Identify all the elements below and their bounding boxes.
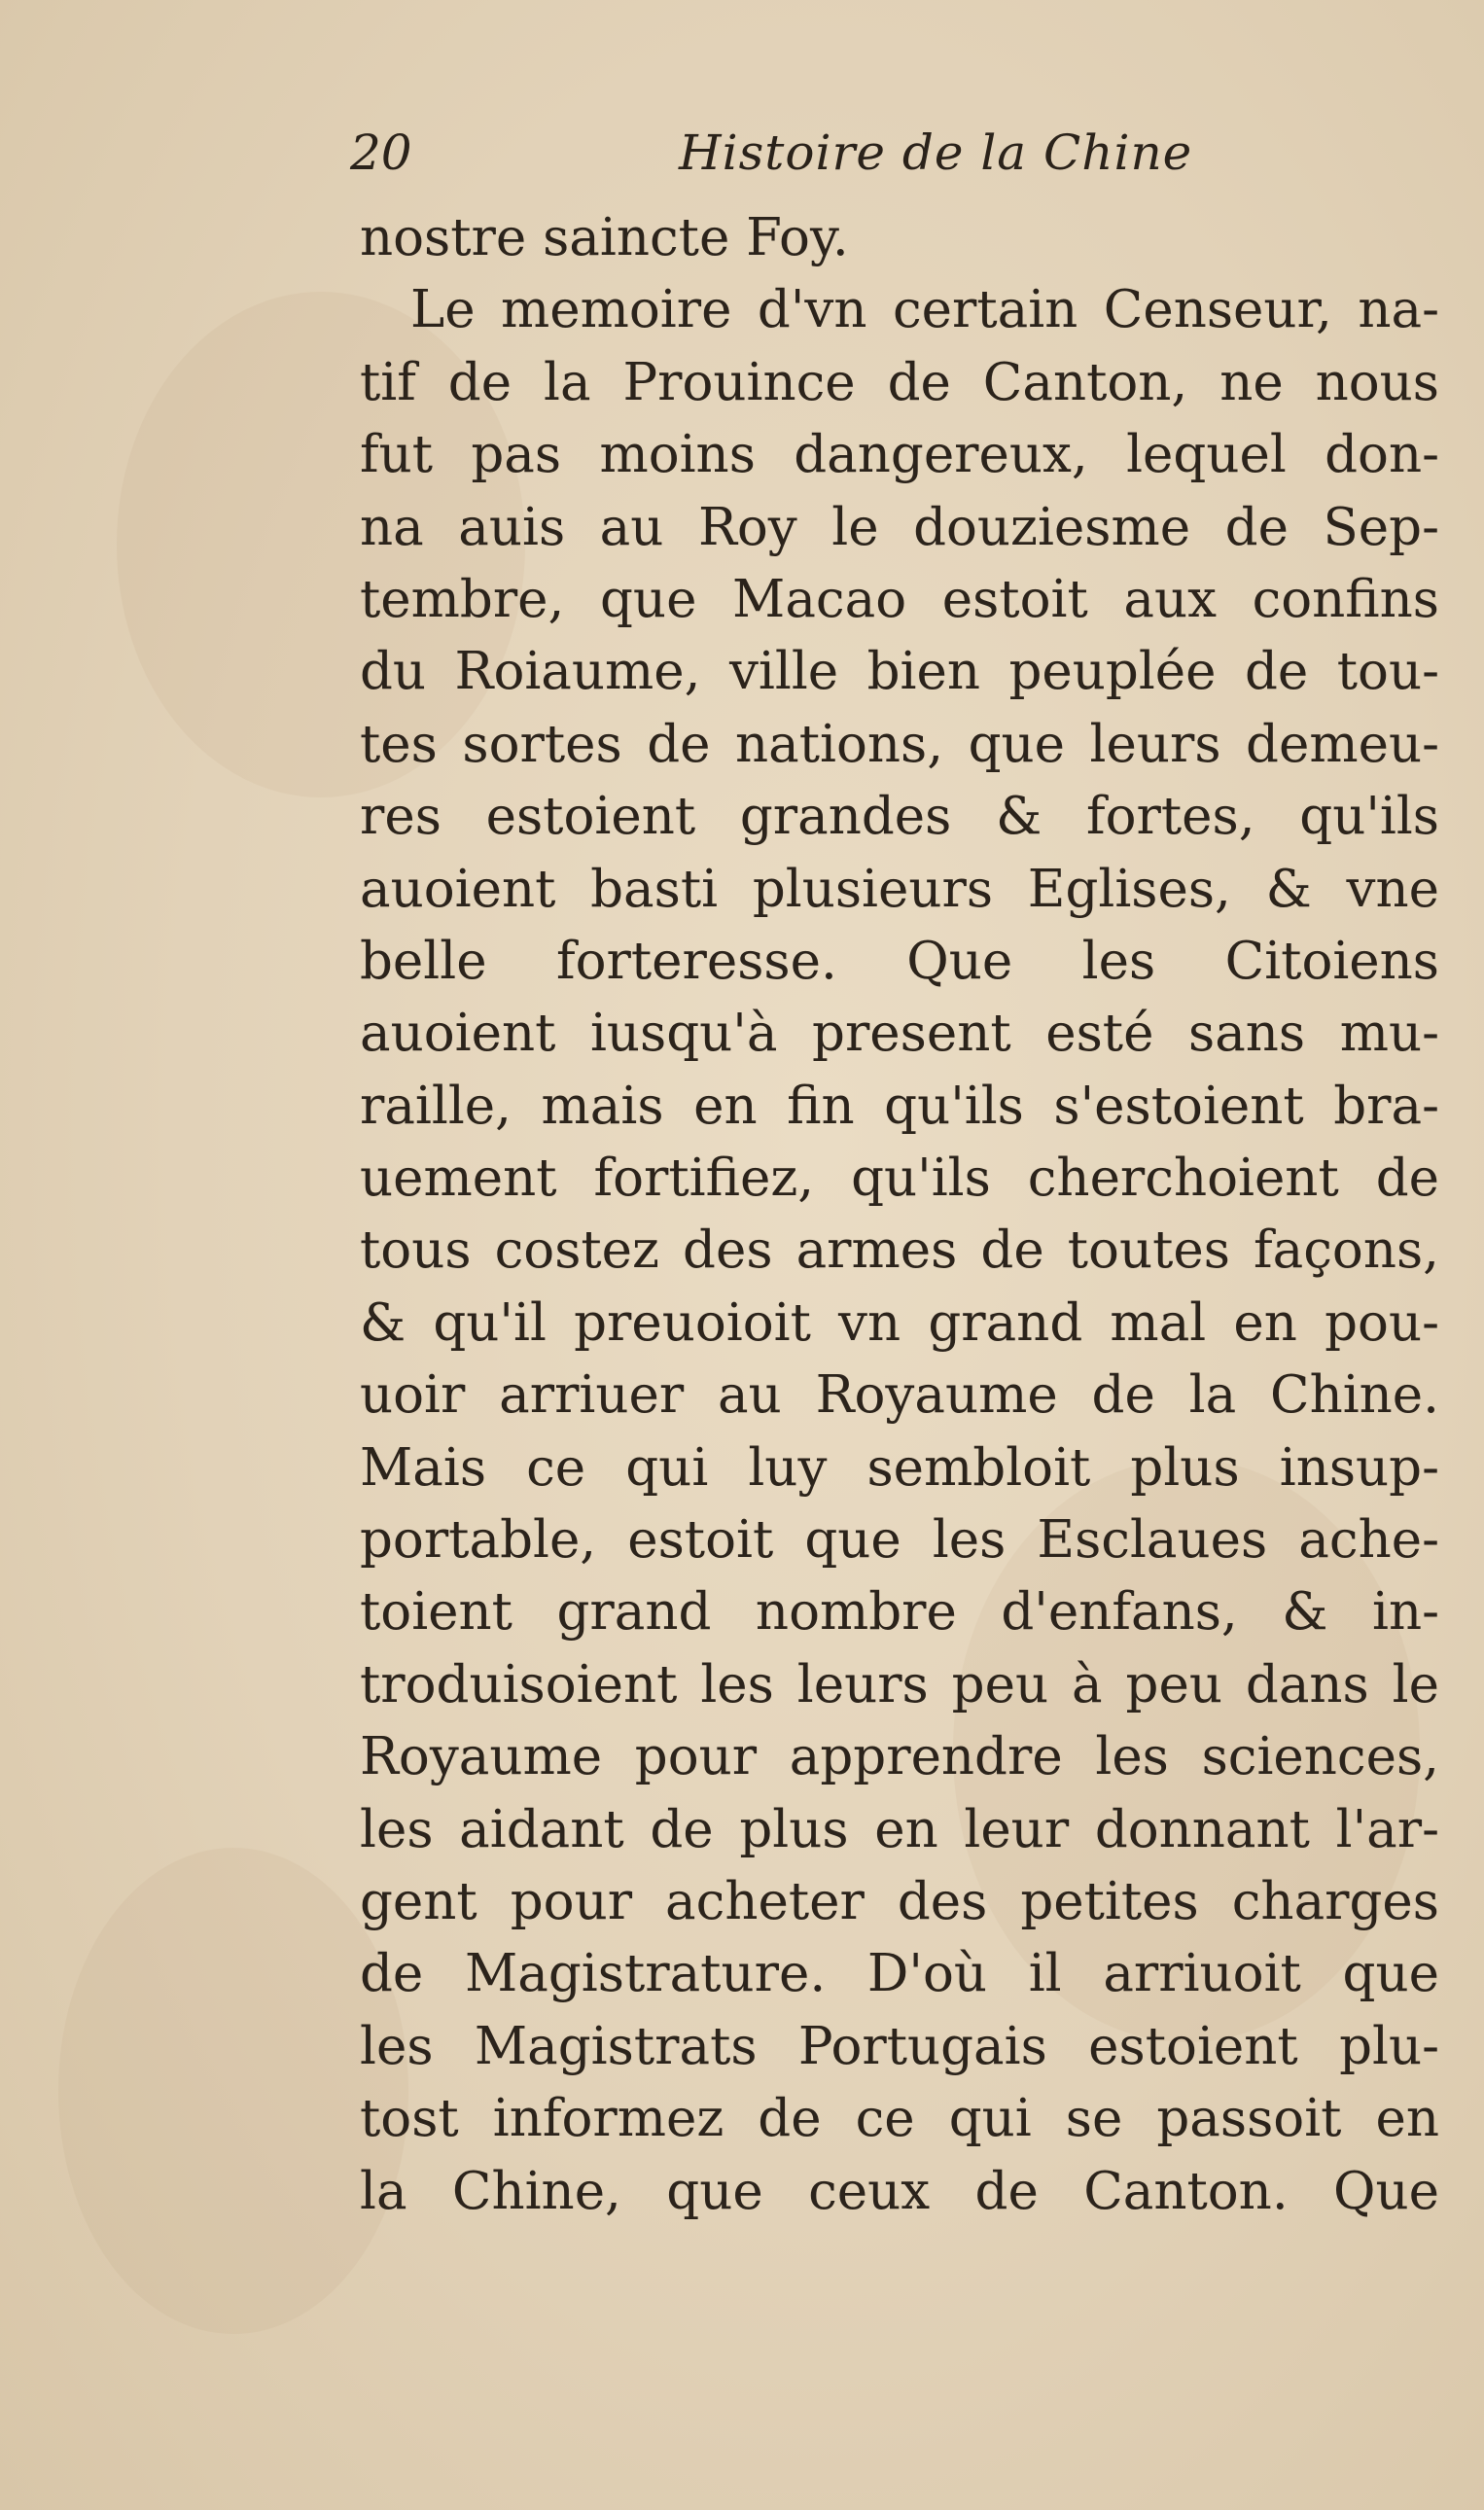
paper-stain: [58, 1848, 408, 2334]
text-line: auoient basti plusieurs Eglises, & vne: [360, 859, 1439, 919]
text-line: Mais ce qui luy sembloit plus insup-: [360, 1437, 1439, 1498]
text-line: tous costez des armes de toutes façons,: [360, 1220, 1439, 1281]
text-line: tembre, que Macao estoit aux confins: [360, 569, 1439, 629]
text-line: tes sortes de nations, que leurs demeu-: [360, 714, 1439, 774]
text-line: na auis au Roy le douziesme de Sep-: [360, 497, 1439, 557]
text-line: fut pas moins dangereux, lequel don-: [360, 425, 1439, 485]
text-line: les aidant de plus en leur donnant l'ar-: [360, 1799, 1439, 1859]
text-line: nostre saincte Foy.: [360, 208, 849, 267]
text-line: tost informez de ce qui se passoit en: [360, 2089, 1439, 2149]
text-line: troduisoient les leurs peu à peu dans le: [360, 1654, 1439, 1715]
running-title: Histoire de la Chine: [679, 124, 1193, 181]
text-line: uoir arriuer au Royaume de la Chine.: [360, 1365, 1439, 1426]
text-line: belle forteresse. Que les Citoiens: [360, 931, 1439, 991]
text-line: Royaume pour apprendre les sciences,: [360, 1727, 1439, 1787]
text-line: toient grand nombre d'enfans, & in-: [360, 1582, 1439, 1643]
text-line: tif de la Prouince de Canton, ne nous: [360, 352, 1439, 412]
text-line: raille, mais en fin qu'ils s'estoient bra-: [360, 1076, 1439, 1136]
page-header: [350, 124, 1439, 202]
text-line: portable, estoit que les Esclaues ache-: [360, 1510, 1439, 1571]
page-number: 20: [350, 124, 412, 181]
body-text: [360, 202, 1439, 2228]
text-line: gent pour acheter des petites charges: [360, 1871, 1439, 1931]
text-line: Le memoire d'vn certain Censeur, na-: [410, 280, 1439, 340]
text-line: & qu'il preuoioit vn grand mal en pou-: [360, 1292, 1439, 1353]
text-line: auoient iusqu'à present esté sans mu-: [360, 1004, 1439, 1064]
text-line: res estoient grandes & fortes, qu'ils: [360, 787, 1439, 847]
text-line: les Magistrats Portugais estoient plu-: [360, 2016, 1439, 2076]
text-line: du Roiaume, ville bien peuplée de tou-: [360, 642, 1439, 702]
text-line: de Magistrature. D'où il arriuoit que: [360, 1944, 1439, 2004]
text-line: la Chine, que ceux de Canton. Que: [360, 2161, 1439, 2221]
text-line: uement fortifiez, qu'ils cherchoient de: [360, 1149, 1439, 1209]
